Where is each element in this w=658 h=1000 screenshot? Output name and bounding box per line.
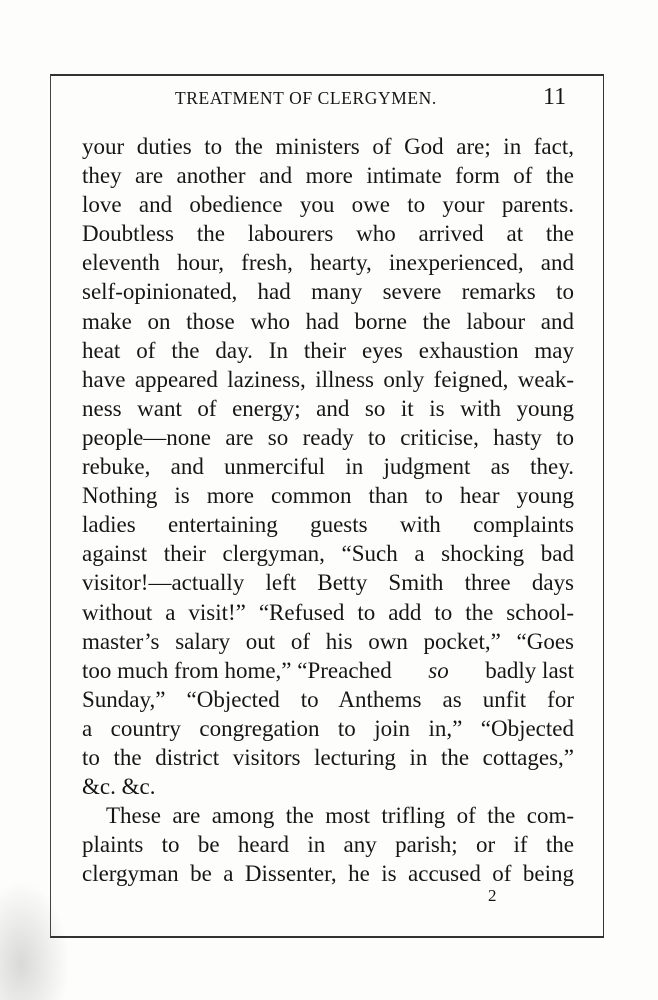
text-line: they are another and more intimate form of the xyxy=(82,163,574,189)
body-text xyxy=(82,132,574,888)
italic-emphasis: so xyxy=(428,657,449,683)
text-line: Nothing is more common than to hear young xyxy=(82,483,574,509)
text-line: Doubtless the labourers who arrived at the xyxy=(82,221,574,247)
text-line: heat of the day. In their eyes exhaustion may xyxy=(82,337,574,363)
text-line: clergyman be a Dissenter, he is accused of being xyxy=(82,861,574,887)
text-line: too much from home,” “Preached so badly last xyxy=(82,656,574,685)
text-line: plaints to be heard in any parish; or if the xyxy=(82,832,574,858)
running-head: TREATMENT OF CLERGYMEN. xyxy=(175,88,437,108)
page-number: 11 xyxy=(543,84,567,110)
text-line: your duties to the ministers of God are; in fact, xyxy=(82,134,574,159)
text-line: ladies entertaining guests with complaints xyxy=(82,512,574,538)
text-line: people—none are so ready to criticise, hasty to xyxy=(82,424,574,450)
text-line: love and obedience you owe to your parents. xyxy=(82,192,574,218)
text-line: eleventh hour, fresh, hearty, inexperienced, and xyxy=(82,250,574,276)
text-line: a country congregation to join in,” “Objected xyxy=(82,715,574,741)
text-line: to the district visitors lecturing in the cottages,” xyxy=(82,744,574,770)
text-line: without a visit!” “Refused to add to the school- xyxy=(82,599,574,625)
text-line: rebuke, and unmerciful in judgment as they. xyxy=(82,454,574,480)
text-line: self-opinionated, had many severe remarks to xyxy=(82,279,574,305)
text-line: make on those who had borne the labour and xyxy=(82,308,574,334)
text-line: Sunday,” “Objected to Anthems as unfit for xyxy=(82,686,574,712)
text-line: visitor!—actually left Betty Smith three days xyxy=(82,570,574,596)
text-line: master’s salary out of his own pocket,” “Goes xyxy=(82,628,574,654)
text-line: against their clergyman, “Such a shocking bad xyxy=(82,541,574,567)
paragraph-start-line: These are among the most trifling of the com- xyxy=(106,803,574,829)
signature-mark: 2 xyxy=(488,886,497,905)
text-line: ness want of energy; and so it is with young xyxy=(82,395,574,421)
text-line: have appeared laziness, illness only feigned, weak- xyxy=(82,366,574,392)
text-line: &c. &c. xyxy=(82,774,156,800)
